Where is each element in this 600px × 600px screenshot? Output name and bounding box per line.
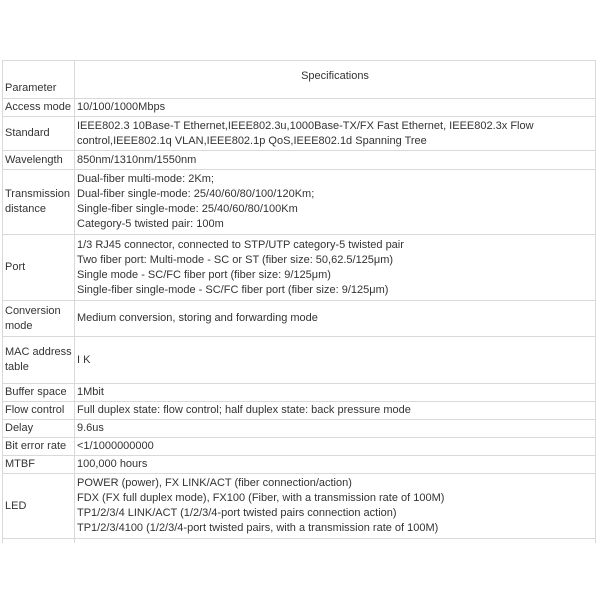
param-cell: MAC address table — [3, 337, 75, 384]
spec-cell — [75, 474, 596, 539]
param-cell: Buffer space — [3, 384, 75, 402]
table-row — [3, 301, 596, 337]
spec-line: Dual-fiber single-mode: 25/40/60/80/100/120Km; — [77, 188, 315, 200]
spec-cell — [75, 438, 596, 456]
spec-cell — [75, 420, 596, 438]
spec-line: 1Mbit — [77, 386, 104, 398]
table-header-row — [3, 61, 596, 99]
spec-cell — [75, 337, 596, 384]
param-cell: Flow control — [3, 402, 75, 420]
specifications-header: Specifications — [75, 61, 596, 99]
param-cell: Wavelength — [3, 151, 75, 170]
spec-line: TP1/2/3/4100 (1/2/3/4-port twisted pairs, with a transmission rate of 100M) — [77, 522, 439, 534]
spec-line: Single-fiber single-mode: 25/40/60/80/100Km — [77, 203, 298, 215]
table-row — [3, 384, 596, 402]
spec-line: I K — [77, 353, 91, 366]
spec-cell — [75, 235, 596, 301]
param-cell: Access mode — [3, 99, 75, 117]
spec-line: Medium conversion, storing and forwarding mode — [77, 312, 318, 324]
param-cell: Delay — [3, 420, 75, 438]
empty-cell — [3, 539, 75, 544]
table-row — [3, 420, 596, 438]
spec-line: 1/3 RJ45 connector, connected to STP/UTP category-5 twisted pair — [77, 238, 404, 251]
spec-line: Category-5 twisted pair: 100m — [77, 218, 224, 230]
table-end-row — [3, 539, 596, 544]
table-row — [3, 474, 596, 539]
param-cell: LED — [3, 474, 75, 539]
param-cell: Port — [3, 235, 75, 301]
specifications-table — [2, 60, 596, 543]
param-cell: Transmission distance — [3, 170, 75, 235]
spec-cell — [75, 456, 596, 474]
param-cell: MTBF — [3, 456, 75, 474]
spec-line: 10/100/1000Mbps — [77, 101, 166, 113]
table-row — [3, 235, 596, 301]
spec-cell — [75, 170, 596, 235]
spec-line: TP1/2/3/4 LINK/ACT (1/2/3/4-port twisted pairs connection action) — [77, 507, 397, 519]
table-row — [3, 438, 596, 456]
spec-cell — [75, 151, 596, 170]
spec-line: 9.6us — [77, 422, 104, 434]
param-cell: Standard — [3, 117, 75, 151]
spec-line: Dual-fiber multi-mode: 2Km; — [77, 173, 214, 185]
table-row — [3, 170, 596, 235]
spec-line: IEEE802.3 10Base-T Ethernet,IEEE802.3u,1000Base-TX/FX Fast Ethernet, IEEE802.3x Flow — [77, 119, 534, 132]
empty-cell — [75, 539, 596, 544]
spec-line: Two fiber port: Multi-mode - SC or ST (fiber size: 50,62.5/125μm) — [77, 253, 394, 266]
spec-line: POWER (power), FX LINK/ACT (fiber connection/action) — [77, 477, 352, 489]
spec-cell — [75, 384, 596, 402]
spec-line: <1/1000000000 — [77, 440, 154, 452]
table-row — [3, 337, 596, 384]
spec-line: FDX (FX full duplex mode), FX100 (Fiber, with a transmission rate of 100M) — [77, 492, 445, 504]
spec-line: control,IEEE802.1q VLAN,IEEE802.1p QoS,IEEE802.1d Spanning Tree — [77, 134, 427, 147]
table-row — [3, 99, 596, 117]
spec-line: 850nm/1310nm/1550nm — [77, 153, 197, 166]
table-row — [3, 456, 596, 474]
spec-line: Single-fiber single-mode - SC/FC fiber port (fiber size: 9/125μm) — [77, 283, 389, 296]
table-row — [3, 151, 596, 170]
spec-line: 100,000 hours — [77, 458, 148, 470]
parameter-header: Parameter — [3, 61, 75, 99]
spec-cell — [75, 402, 596, 420]
spec-line: Single mode - SC/FC fiber port (fiber size: 9/125μm) — [77, 268, 331, 281]
table-row — [3, 117, 596, 151]
table-row — [3, 402, 596, 420]
param-cell: Conversion mode — [3, 301, 75, 337]
spec-line: Full duplex state: flow control; half duplex state: back pressure mode — [77, 404, 411, 416]
spec-cell — [75, 301, 596, 337]
param-cell: Bit error rate — [3, 438, 75, 456]
spec-cell — [75, 117, 596, 151]
spec-cell — [75, 99, 596, 117]
